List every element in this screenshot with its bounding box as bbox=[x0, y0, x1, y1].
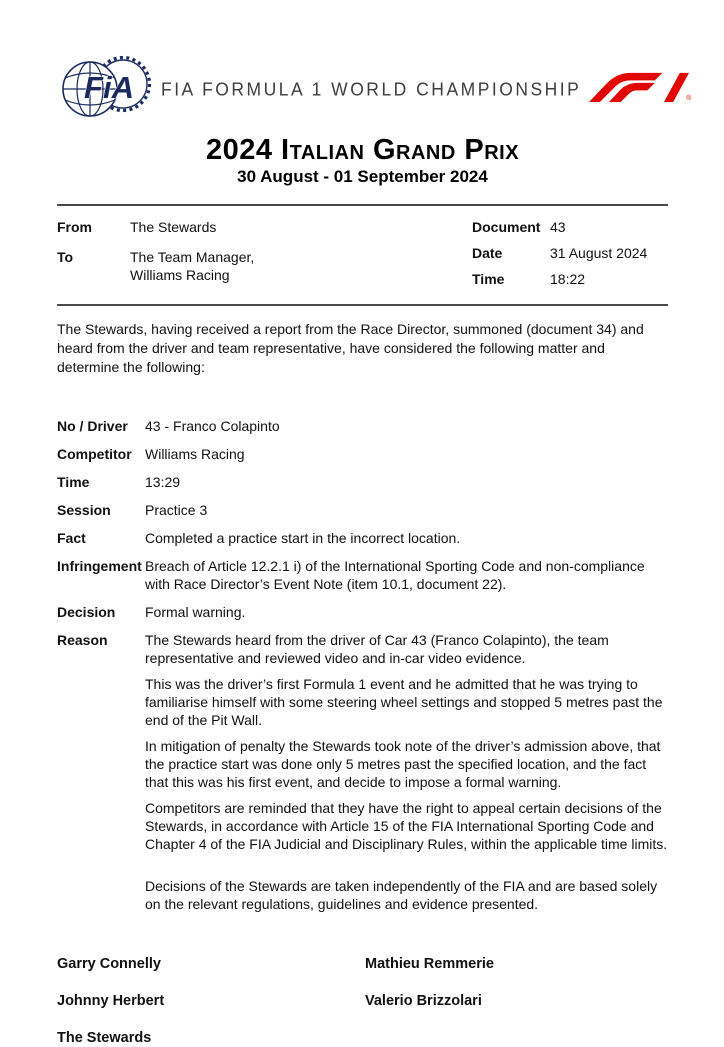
document-label: Document bbox=[472, 219, 541, 235]
detail-row-reason bbox=[57, 631, 668, 921]
meta-document-info bbox=[472, 218, 668, 288]
intro-paragraph: The Stewards, having received a report from the Race Director, summoned (document 34) and heard from the driver and team representative, have considered the following matter and determine the following: bbox=[57, 321, 644, 375]
date-label: Date bbox=[472, 245, 503, 261]
signature-row-1 bbox=[57, 955, 668, 973]
document-value: 43 bbox=[550, 219, 566, 235]
fact-label: Fact bbox=[57, 530, 86, 546]
signature-valerio-brizzolari: Valerio Brizzolari bbox=[365, 993, 482, 1009]
session-label: Session bbox=[57, 502, 111, 518]
event-dates: 30 August - 01 September 2024 bbox=[237, 167, 488, 186]
detail-row-time bbox=[57, 473, 668, 491]
infringement-label: Infringement bbox=[57, 558, 142, 574]
from-value: The Stewards bbox=[130, 219, 217, 235]
detail-row-competitor bbox=[57, 445, 668, 463]
time-row-label: Time bbox=[57, 474, 90, 490]
event-title: 2024 Italian Grand Prix bbox=[205, 134, 520, 166]
fia-logo-text: FiA bbox=[84, 70, 134, 105]
signature-garry-connelly: Garry Connelly bbox=[57, 956, 161, 972]
detail-row-driver bbox=[57, 417, 668, 435]
to-value bbox=[130, 248, 472, 284]
driver-value: 43 - Franco Colapinto bbox=[145, 418, 280, 434]
to-value-line1: The Team Manager, bbox=[130, 249, 255, 265]
independence-note: Decisions of the Stewards are taken independently of the FIA and are based solely on the relevant regulations, guidelines and evidence presented. bbox=[145, 878, 658, 912]
signature-row-2 bbox=[57, 992, 668, 1010]
signatures-section bbox=[57, 955, 668, 1047]
detail-row-infringement bbox=[57, 557, 668, 593]
reason-paragraph-1: The Stewards heard from the driver of Car 43 (Franco Colapinto), the team representative and reviewed video and in-car video evidence. bbox=[145, 632, 609, 666]
decision-value: Formal warning. bbox=[145, 604, 246, 620]
driver-label: No / Driver bbox=[57, 418, 128, 434]
detail-row-fact bbox=[57, 529, 668, 547]
to-label: To bbox=[57, 249, 74, 265]
time-row-value: 13:29 bbox=[145, 474, 181, 490]
reason-label: Reason bbox=[57, 632, 108, 648]
session-value: Practice 3 bbox=[145, 502, 208, 518]
fact-value: Completed a practice start in the incorrect location. bbox=[145, 530, 461, 546]
championship-title: FIA FORMULA 1 WORLD CHAMPIONSHIP bbox=[161, 78, 582, 100]
detail-row-session bbox=[57, 501, 668, 519]
infringement-value: Breach of Article 12.2.1 i) of the International Sporting Code and non-compliance with Race Director’s Event Note (item 10.1, document 22). bbox=[145, 558, 645, 592]
document-header bbox=[57, 50, 692, 128]
signature-footer: The Stewards bbox=[57, 1030, 152, 1046]
reason-paragraph-3: In mitigation of penalty the Stewards took note of the driver’s admission above, that the practice start was done only 5 metres past the specified location, and the fact that this was his first event, and decide to impose a formal warning. bbox=[145, 738, 661, 790]
decision-label: Decision bbox=[57, 604, 116, 620]
from-label: From bbox=[57, 219, 92, 235]
detail-row-decision bbox=[57, 603, 668, 621]
meta-table bbox=[57, 204, 668, 306]
reason-paragraph-2: This was the driver’s first Formula 1 event and he admitted that he was trying to familiarise himself with some steering wheel settings and stopped 5 metres past the end of the Pit Wall. bbox=[145, 676, 663, 728]
competitor-label: Competitor bbox=[57, 446, 132, 462]
meta-from-to bbox=[57, 218, 472, 288]
details-section bbox=[57, 417, 668, 921]
reason-paragraph-4: Competitors are reminded that they have the right to appeal certain decisions of the Stewards, in accordance with Article 15 of the FIA International Sporting Code and Chapter 4 of the FIA Judicial and Disciplinary Rules, within the applicable time limits. bbox=[145, 800, 668, 852]
signature-johnny-herbert: Johnny Herbert bbox=[57, 993, 165, 1009]
fia-logo bbox=[57, 51, 161, 127]
f1-logo bbox=[581, 70, 692, 108]
competitor-value: Williams Racing bbox=[145, 446, 245, 462]
time-value: 18:22 bbox=[550, 271, 586, 287]
date-value: 31 August 2024 bbox=[550, 245, 648, 261]
title-block bbox=[57, 134, 668, 187]
time-label: Time bbox=[472, 271, 505, 287]
to-value-line2: Williams Racing bbox=[130, 267, 230, 283]
f1-registered-mark: ® bbox=[686, 95, 692, 102]
signature-mathieu-remmerie: Mathieu Remmerie bbox=[365, 956, 494, 972]
reason-value bbox=[145, 631, 668, 921]
